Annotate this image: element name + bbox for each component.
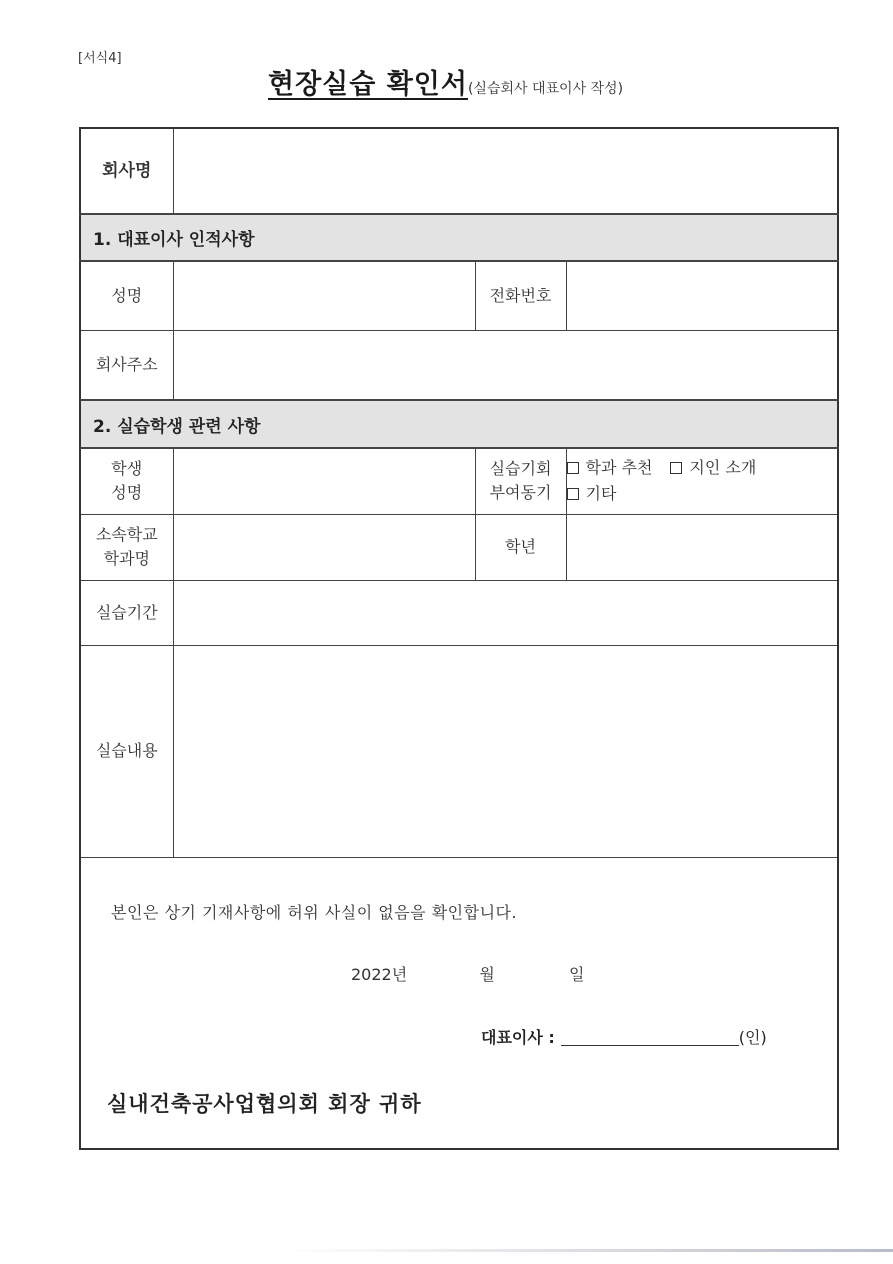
grade-field[interactable] (566, 514, 838, 580)
scan-edge (280, 1249, 893, 1252)
company-row (80, 128, 838, 214)
content-label: 실습내용 (80, 645, 173, 857)
title-block (268, 62, 623, 101)
checkbox-icon[interactable] (567, 462, 579, 474)
school-row (80, 514, 838, 580)
ceo-name-field[interactable] (173, 261, 475, 330)
student-name-field[interactable] (173, 448, 475, 514)
student-name-label-line2: 성명 (111, 483, 143, 503)
period-field[interactable] (173, 580, 838, 645)
date-year: 2022년 (351, 964, 408, 984)
school-label (80, 514, 173, 580)
section1-heading: 1. 대표이사 인적사항 (80, 214, 838, 261)
phone-field[interactable] (566, 261, 838, 330)
date-line (351, 962, 585, 985)
student-name-label (80, 448, 173, 514)
confirmation-form (79, 127, 839, 1150)
section1-header (80, 214, 838, 261)
ceo-name-label: 성명 (80, 261, 173, 330)
confirmation-statement: 본인은 상기 기재사항에 허위 사실이 없음을 확인합니다. (111, 902, 518, 922)
period-row (80, 580, 838, 645)
option-acquaintance-referral[interactable] (670, 455, 756, 481)
page-title: 현장실습 확인서 (268, 69, 468, 100)
student-name-label-line1: 학생 (111, 459, 143, 479)
content-field[interactable] (173, 645, 838, 857)
content-row (80, 645, 838, 857)
recipient: 실내건축공사업협의회 회장 귀하 (107, 1091, 422, 1116)
motive-label-line1: 실습기회 (489, 459, 552, 479)
signature-line (481, 1025, 767, 1048)
motive-label (475, 448, 566, 514)
section2-heading: 2. 실습학생 관련 사항 (80, 400, 838, 448)
checkbox-icon[interactable] (567, 488, 579, 500)
motive-options (566, 448, 838, 514)
title-note: (실습회사 대표이사 작성) (467, 81, 624, 97)
school-label-line1: 소속학교 (95, 525, 158, 544)
date-month: 월 (479, 964, 495, 984)
address-field[interactable] (173, 330, 838, 400)
signer-label: 대표이사 : (481, 1027, 555, 1047)
signature-field[interactable] (561, 1029, 739, 1046)
option-department-recommendation[interactable] (567, 455, 653, 481)
company-name-label: 회사명 (80, 128, 173, 214)
period-label: 실습기간 (80, 580, 173, 645)
motive-label-line2: 부여동기 (489, 483, 552, 503)
option-other[interactable] (567, 481, 617, 507)
ceo-row (80, 261, 838, 330)
option-label: 학과 추천 (585, 458, 653, 478)
confirmation-row (80, 857, 838, 1149)
seal-mark: (인) (738, 1027, 767, 1047)
student-row (80, 448, 838, 514)
phone-label: 전화번호 (475, 261, 566, 330)
option-label: 기타 (585, 484, 617, 504)
address-row (80, 330, 838, 400)
section2-header (80, 400, 838, 448)
form-number: [서식4] (78, 51, 122, 66)
date-day: 일 (569, 964, 585, 984)
option-label: 지인 소개 (689, 458, 757, 478)
grade-label: 학년 (475, 514, 566, 580)
school-field[interactable] (173, 514, 475, 580)
school-label-line2: 학과명 (103, 549, 150, 568)
company-name-field[interactable] (173, 128, 838, 214)
confirmation-section (80, 857, 838, 1149)
checkbox-icon[interactable] (670, 462, 682, 474)
address-label: 회사주소 (80, 330, 173, 400)
